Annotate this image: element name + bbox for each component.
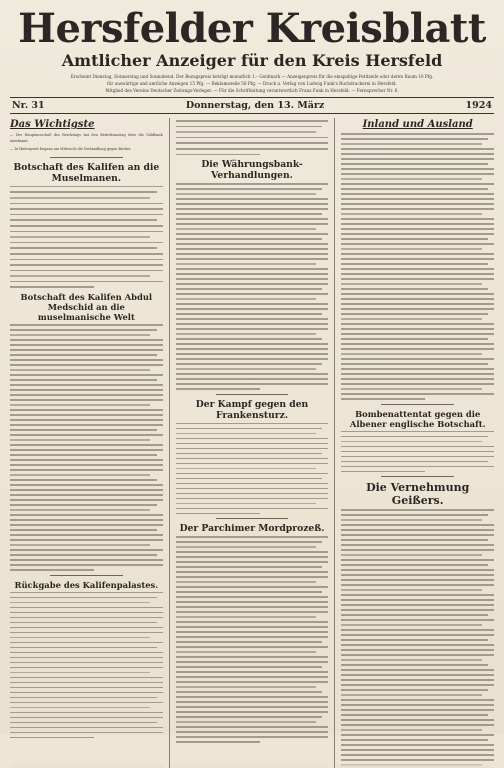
article-body bbox=[176, 536, 329, 743]
divider bbox=[381, 404, 454, 405]
fade bbox=[10, 762, 163, 768]
divider bbox=[381, 476, 454, 477]
article-body bbox=[176, 423, 329, 515]
article-body bbox=[176, 120, 329, 155]
article-headline: Bombenattentat gegen die Albener englische Botschaft. bbox=[349, 408, 486, 429]
article-body bbox=[176, 183, 329, 390]
issue-date: Donnerstag, den 13. März bbox=[185, 100, 325, 111]
news-item: — Der Hauptausschuß des Reichstags hat den Beitrittsantrag über die Goldbank anerkannt. bbox=[10, 133, 163, 143]
article-headline: Die Vernehmung Geißers. bbox=[366, 481, 470, 507]
article-body bbox=[10, 324, 163, 571]
fade bbox=[335, 762, 494, 768]
column-middle bbox=[169, 118, 329, 768]
article-headline: Rückgabe des Kalifenpalastes. bbox=[14, 579, 159, 590]
divider bbox=[50, 575, 123, 576]
section-heading-das-wichtigste: Das Wichtigste bbox=[10, 119, 95, 130]
issue-year: 1924 bbox=[465, 100, 492, 111]
article-body bbox=[341, 509, 494, 768]
article-headline: Botschaft des Kalifen an die Muselmanen. bbox=[13, 161, 160, 184]
dateline bbox=[10, 97, 494, 114]
newspaper-masthead: Hersfelder Kreisblatt bbox=[18, 5, 486, 52]
article-subheadline: Botschaft des Kalifen Abdul Medschid an die muselmanische Welt bbox=[20, 292, 153, 323]
divider bbox=[50, 157, 123, 158]
newspaper-subtitle: Amtlicher Anzeiger für den Kreis Hersfeld bbox=[61, 51, 443, 70]
article-headline: Der Parchimer Mordprozeß. bbox=[179, 523, 325, 535]
article-body bbox=[341, 431, 494, 473]
fade bbox=[170, 762, 329, 768]
article-body bbox=[10, 186, 163, 288]
section-heading-inland-und-ausland: Inland und Ausland bbox=[362, 119, 473, 130]
article-headline: Die Währungsbank-Verhandlungen. bbox=[201, 159, 303, 182]
article-columns bbox=[10, 118, 494, 768]
imprint-line-3: Mitglied des Vereins Deutscher Zeitungs-Verleger. — Für die Schriftleitung verantwortlich Franz Funk in Hersfeld. — Fernsprecher Nr. 6. bbox=[105, 88, 399, 93]
news-item: — In Hinterpreis begann am Mittwoch die Verhandlung gegen Becker. bbox=[10, 147, 132, 152]
issue-number: Nr. 31 bbox=[12, 100, 45, 111]
article-headline: Der Kampf gegen den Frankensturz. bbox=[195, 398, 309, 421]
article-body bbox=[10, 592, 163, 739]
article-body bbox=[341, 133, 494, 400]
imprint-line-2: für auswärtige und amtliche Anzeigen 15 Pfg. — Reklamezeile 50 Pfg. — Druck u. Verlag von Ludwig Funk's Buchdruckerei in Hersfeld. bbox=[107, 81, 397, 86]
imprint-line-1: Erscheint Dienstag, Donnerstag und Sonnabend. Der Bezugspreis beträgt monatlich 1.– Goldmark — Anzeigenpreis für die einspaltige Petitzeile oder deren Raum 10 Pfg. bbox=[70, 74, 434, 79]
column-left bbox=[10, 118, 163, 768]
divider bbox=[216, 394, 289, 395]
divider bbox=[216, 518, 289, 519]
column-right bbox=[334, 118, 494, 768]
